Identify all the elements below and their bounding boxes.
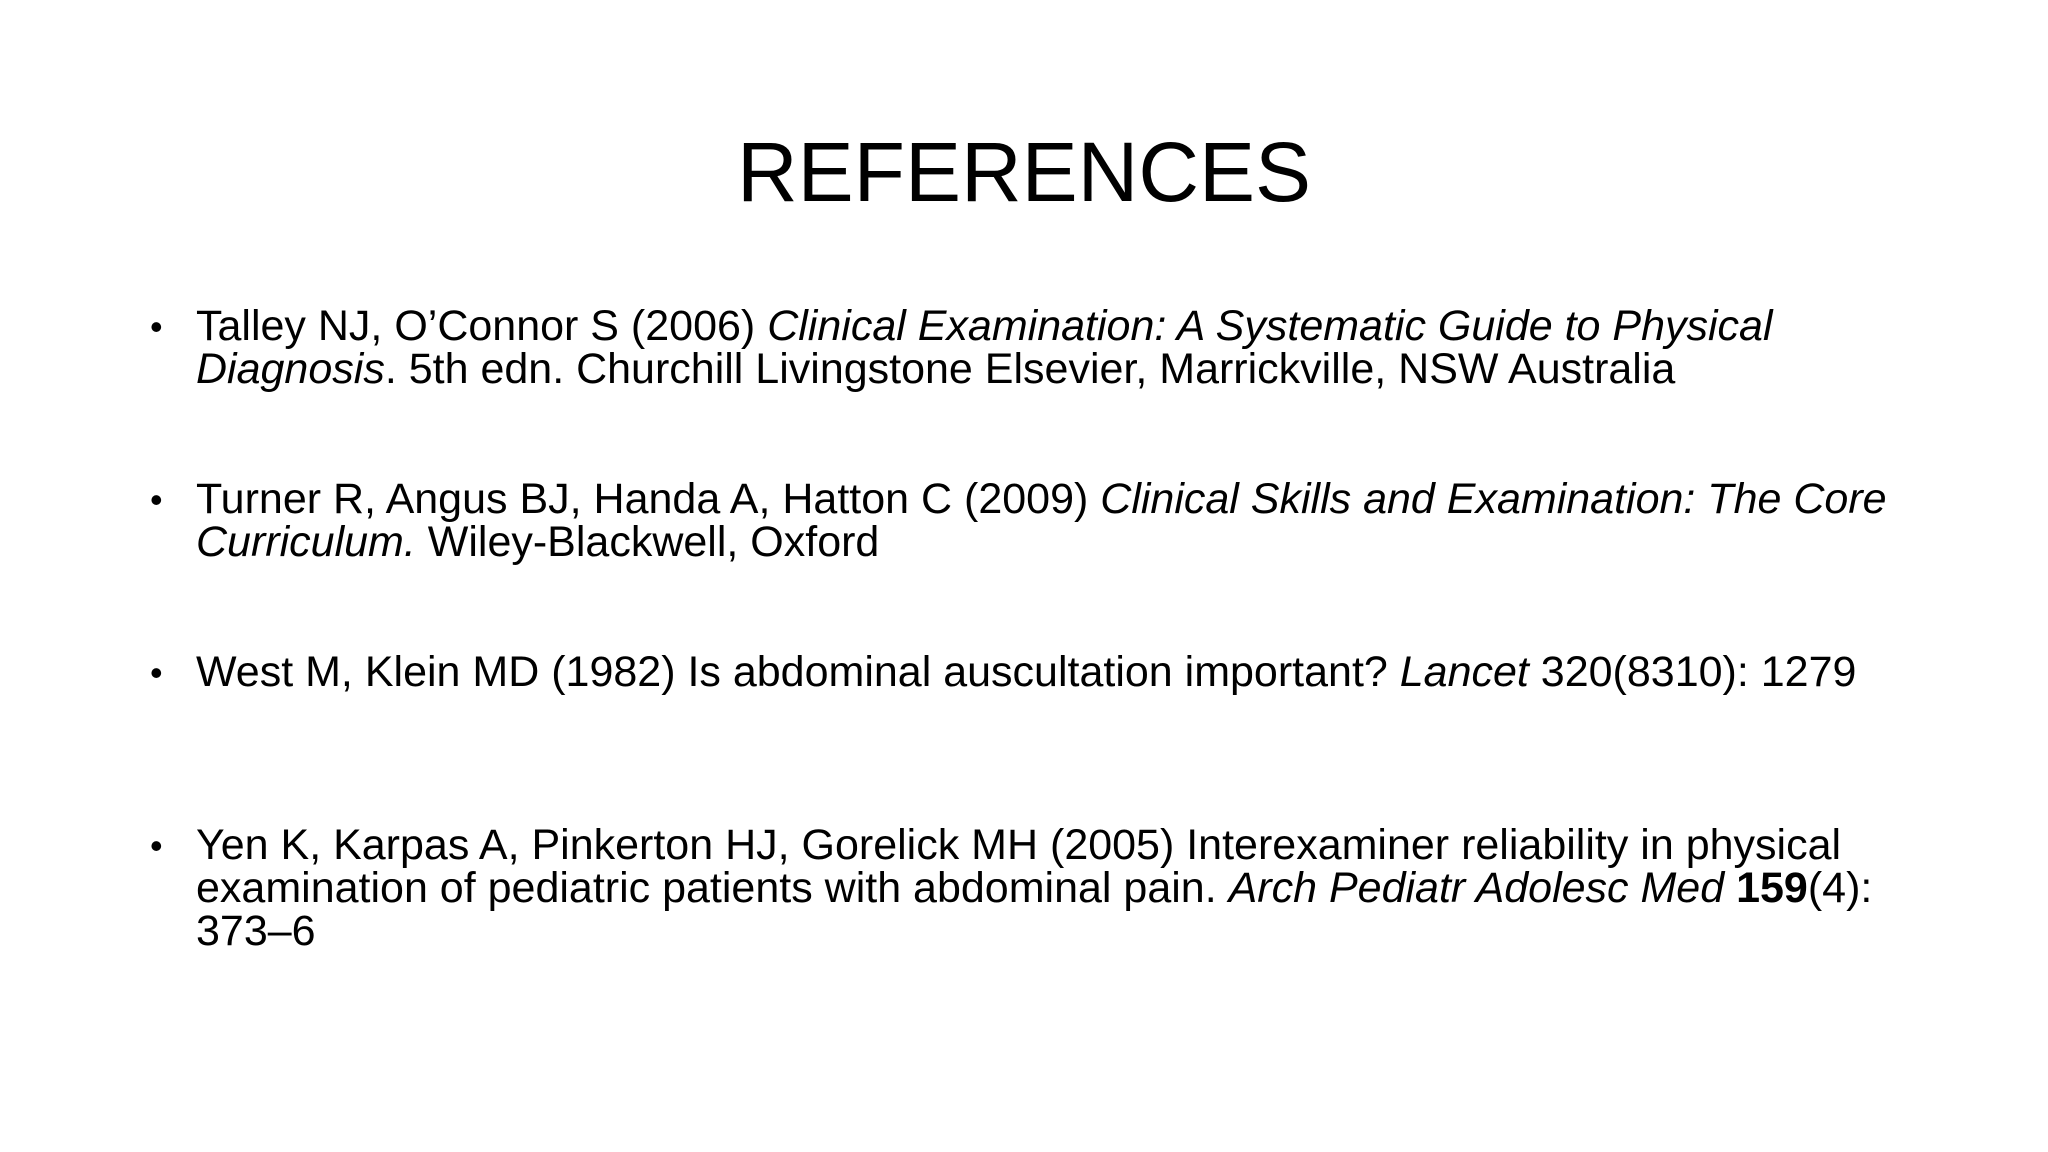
reference-book-title: Clinical Examination: A Systematic Guide to Physical Diagnosis <box>196 302 1773 393</box>
reference-details: Wiley-Blackwell, Oxford <box>415 518 880 566</box>
reference-authors-year: West M, Klein MD (1982) Is abdominal auscultation important? <box>196 648 1400 696</box>
reference-item <box>150 821 1976 955</box>
reference-item <box>150 475 1976 566</box>
reference-volume: 159 <box>1736 864 1808 912</box>
reference-book-title: Clinical Skills and Examination: The Core Curriculum. <box>196 475 1887 566</box>
reference-details: . 5th edn. Churchill Livingstone Elsevier, Marrickville, NSW Australia <box>384 345 1676 393</box>
reference-space <box>1724 864 1736 912</box>
reference-journal: Lancet <box>1399 648 1529 696</box>
reference-details: 320(8310): 1279 <box>1528 648 1857 696</box>
reference-authors-year: Turner R, Angus BJ, Handa A, Hatton C (2009) <box>196 475 1101 523</box>
reference-item <box>150 302 1976 393</box>
reference-details: (4): 373–6 <box>196 864 1873 955</box>
reference-journal: Arch Pediatr Adolesc Med <box>1228 864 1725 912</box>
reference-authors-year: Yen K, Karpas A, Pinkerton HJ, Gorelick MH (2005) Interexaminer reliability in physical examination of pediatric patients with abdominal pain. <box>196 821 1842 912</box>
bullet-icon: • <box>150 479 163 520</box>
bullet-icon: • <box>150 306 163 347</box>
bullet-icon: • <box>150 825 163 866</box>
bullet-icon: • <box>150 652 163 693</box>
reference-authors-year: Talley NJ, O’Connor S (2006) <box>196 302 768 350</box>
slide-title: REFERENCES <box>736 125 1312 219</box>
reference-item <box>150 648 1976 696</box>
